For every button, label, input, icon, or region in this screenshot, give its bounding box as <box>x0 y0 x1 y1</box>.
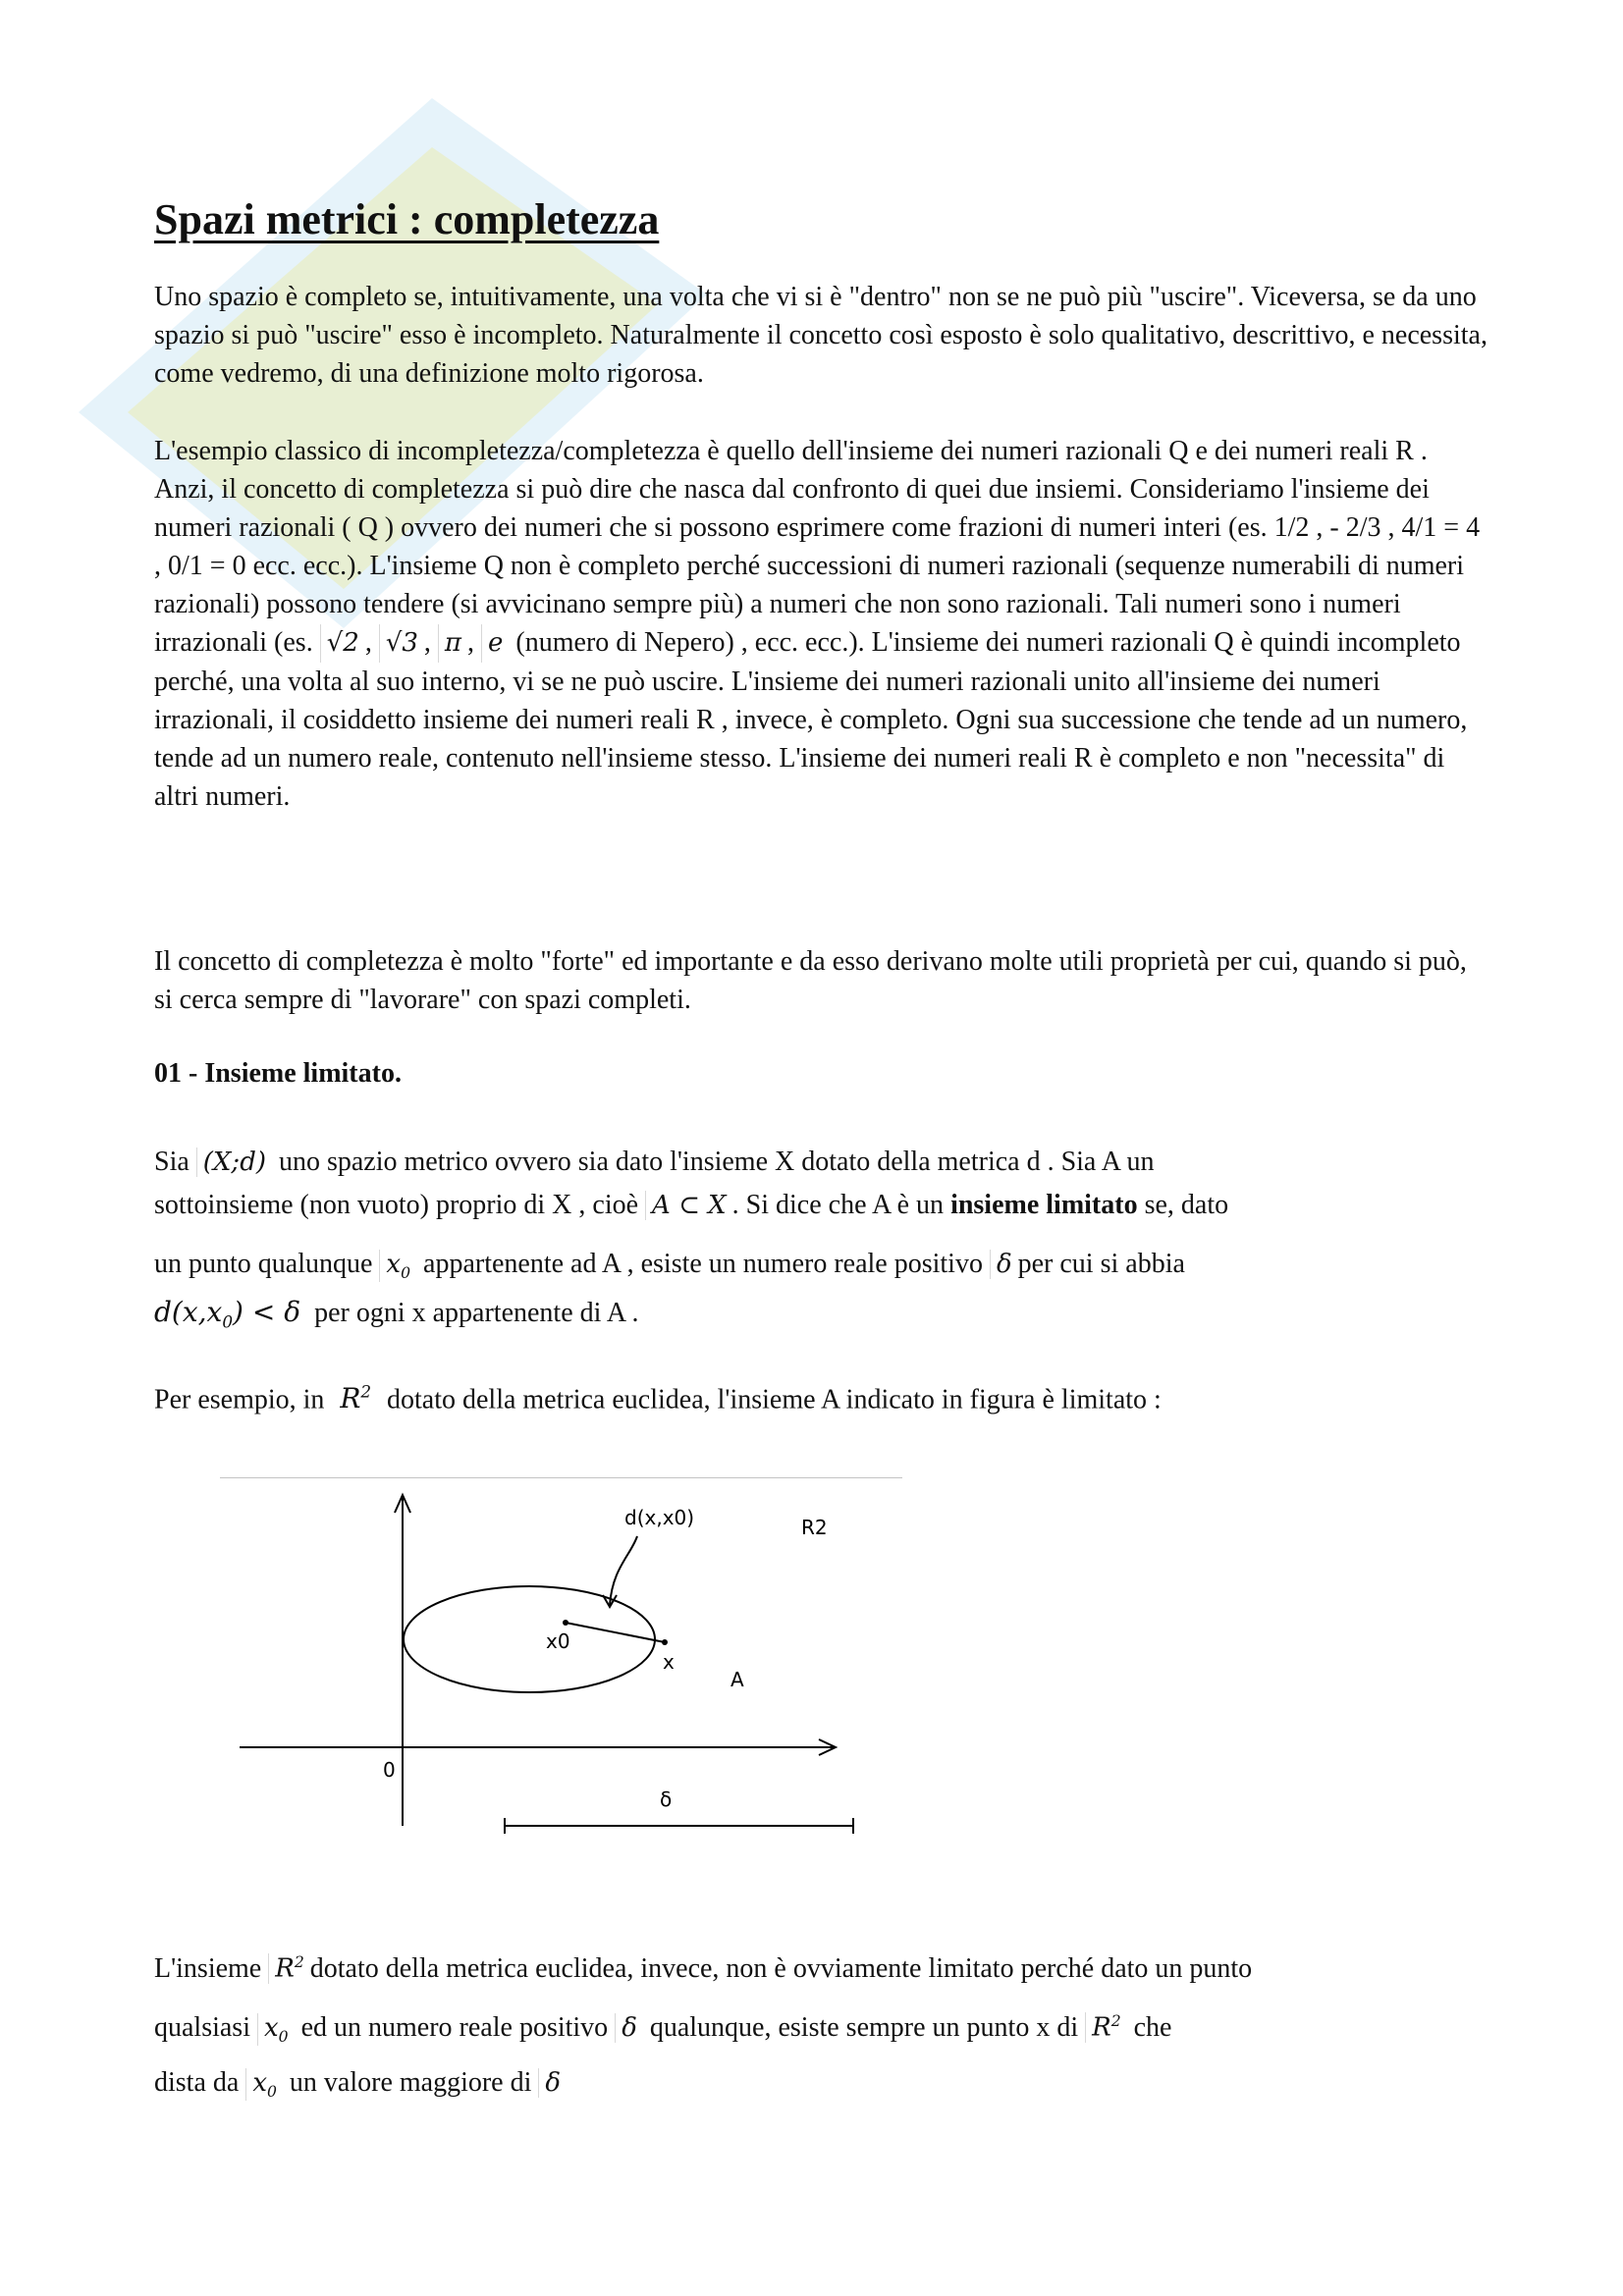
text: dista da <box>154 2067 240 2098</box>
label-origin: 0 <box>383 1758 396 1782</box>
text: L'insieme <box>154 1953 262 1984</box>
e-math: e <box>481 624 509 663</box>
bold-term: insieme limitato <box>950 1190 1138 1220</box>
definition-line-3 <box>154 1249 1185 1282</box>
text: Sia <box>154 1147 189 1177</box>
closing-line-3 <box>154 2067 567 2101</box>
text: un valore maggiore di <box>289 2067 532 2098</box>
text: qualsiasi <box>154 2012 250 2043</box>
text: se, dato <box>1144 1190 1229 1220</box>
set-a-ellipse <box>404 1586 655 1692</box>
r2-math: $R^2$ <box>331 1382 372 1415</box>
text: appartenente ad A , esiste un numero reale positivo <box>423 1249 983 1279</box>
label-r2: R2 <box>801 1516 828 1539</box>
example-paragraph-part1: L'esempio classico di incompletezza/completezza è quello dell'insieme dei numeri razionali Q e dei numeri reali R . Anzi, il concetto di completezza si può dire che nasca dal confronto di quei due insiemi. Consideriamo l'insieme dei numeri razionali ( Q ) ovvero dei numeri che si possono esprimere come frazioni di numeri interi (es. 1/2 , - 2/3 , 4/1 = 4 , 0/1 = 0 ecc. ecc.). L'insieme Q non è completo perché successioni di numeri razionali (sequenze numerabili di numeri razionali) possono tendere (si avvicinano sempre più) a numeri che non sono razionali. Tali numeri sono i numeri irrazionali (es. <box>154 436 1481 658</box>
text: per cui si abbia <box>1017 1249 1185 1279</box>
text: Per esempio, in <box>154 1384 325 1415</box>
delta-math: δ <box>990 1250 1018 1279</box>
x0-math: $x_0$ <box>257 2013 295 2046</box>
pi-math: π <box>438 624 467 663</box>
example-paragraph-part2: (numero di Nepero) , ecc. ecc.). L'insieme dei numeri razionali Q è quindi incompleto perché, una volta al suo interno, vi se ne può uscire. L'insieme dei numeri razionali unito all'insieme dei numeri irrazionali, il cosiddetto insieme dei numeri reali R , invece, è completo. Ogni sua successione che tende ad un numero, tende ad un numero reale, contenuto nell'insieme stesso. L'insieme dei numeri reali R è completo e non "necessita" di altri numeri. <box>154 627 1468 812</box>
definition-line-1 <box>154 1147 1155 1178</box>
text: un punto qualunque <box>154 1249 373 1279</box>
closing-line-1 <box>154 1953 1252 1985</box>
text: qualunque, esiste sempre un punto x di <box>649 2012 1079 2043</box>
text: dotato della metrica euclidea, l'insieme A indicato in figura è limitato : <box>387 1384 1162 1415</box>
text: per ogni x appartenente di A . <box>314 1298 639 1328</box>
label-distance: d(x,x0) <box>624 1506 695 1529</box>
text: dotato della metrica euclidea, invece, non è ovviamente limitato perché dato un punto <box>309 1953 1253 1984</box>
text: sottoinsieme (non vuoto) proprio di X , cioè <box>154 1190 639 1220</box>
r2-math: $R^2$ <box>268 1953 310 1984</box>
label-x: x <box>663 1650 675 1674</box>
distance-math: $d(x,x_0) < \delta$ <box>154 1296 301 1332</box>
text: che <box>1133 2012 1172 2043</box>
example-paragraph: L'esempio classico di incompletezza/completezza è quello dell'insieme dei numeri razionali Q e dei numeri reali R . Anzi, il concetto di completezza si può dire che nasca dal confronto di quei due insiemi. Consideriamo l'insieme dei numeri razionali ( Q ) ovvero dei numeri che si possono esprimere come frazioni di numeri interi (es. 1/2 , - 2/3 , 4/1 = 4 , 0/1 = 0 ecc. ecc.). L'insieme Q non è completo perché successioni di numeri razionali (sequenze numerabili di numeri razionali) possono tendere (si avvicinano sempre più) a numeri che non sono razionali. Tali numeri sono i numeri irrazionali (es. √2 , √3 , π , e (numero di Nepero) , ecc. ecc.). L'insieme dei numeri razionali Q è quindi incompleto perché, una volta al suo interno, vi se ne può uscire. L'insieme dei numeri razionali unito all'insieme dei numeri irrazionali, il cosiddetto insieme dei numeri reali R , invece, è completo. Ogni sua successione che tende ad un numero, tende ad un numero reale, contenuto nell'insieme stesso. L'insieme dei numeri reali R è completo e non "necessita" di altri numeri. <box>154 436 1481 812</box>
subset-math: A ⊂ X <box>645 1191 732 1220</box>
closing-line-2 <box>154 2012 1171 2046</box>
sqrt2-math: √2 <box>320 624 365 663</box>
pointer-arrow <box>610 1536 637 1605</box>
text: . Si dice che A è un <box>731 1190 945 1220</box>
label-delta: δ <box>660 1788 673 1811</box>
delta-math: δ <box>538 2068 567 2098</box>
text: ed un numero reale positivo <box>300 2012 609 2043</box>
definition-line-2 <box>154 1190 1228 1221</box>
delta-math: δ <box>615 2013 643 2043</box>
page-title: Spazi metrici : completezza <box>154 195 660 243</box>
definition-line-4 <box>154 1296 639 1332</box>
metric-space-math: (X;d) <box>196 1148 272 1177</box>
completeness-paragraph: Il concetto di completezza è molto "forte" ed importante e da esso derivano molte utili proprietà per cui, quando si può, si cerca sempre di "lavorare" con spazi completi. <box>154 946 1467 1015</box>
label-x0: x0 <box>546 1629 570 1653</box>
intro-paragraph: Uno spazio è completo se, intuitivamente, una volta che vi si è "dentro" non se ne può più "uscire". Viceversa, se da uno spazio si può "uscire" esso è incompleto. Naturalmente il concetto così esposto è solo qualitativo, descrittivo, e necessita, come vedremo, di una definizione molto rigorosa. <box>154 282 1488 389</box>
example-line <box>154 1382 1162 1415</box>
text: uno spazio metrico ovvero sia dato l'insieme X dotato della metrica d . Sia A un <box>278 1147 1155 1177</box>
x0-math: $x_0$ <box>245 2068 283 2101</box>
bounded-set-figure <box>220 1477 907 1850</box>
r2-math: $R^2$ <box>1085 2012 1127 2043</box>
sqrt3-math: √3 <box>379 624 424 663</box>
section-heading: 01 - Insieme limitato. <box>154 1058 402 1089</box>
label-a: A <box>730 1668 744 1691</box>
x0-math: $x_0$ <box>379 1250 416 1282</box>
